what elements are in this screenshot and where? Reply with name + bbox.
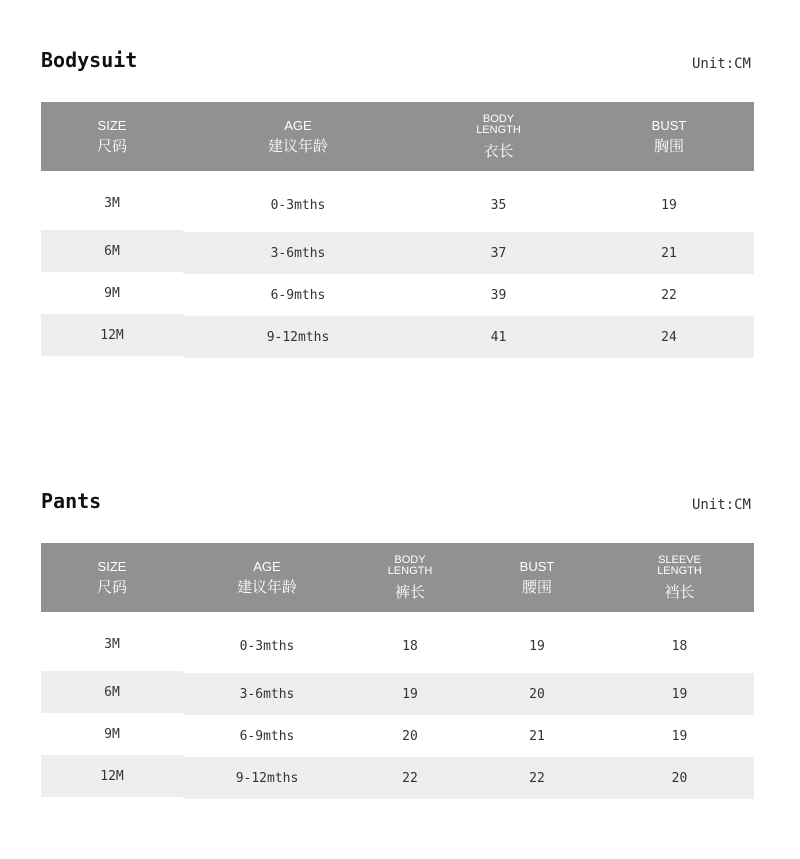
age-cell: 0-3mths [239, 639, 295, 654]
header-size [41, 543, 183, 612]
age-cell: 0-3mths [270, 198, 326, 213]
header-zh-label: 建议年龄 [236, 578, 297, 596]
pants-size-table [41, 543, 754, 799]
table-row [41, 171, 754, 232]
table-row [41, 673, 754, 715]
header-age [183, 102, 413, 171]
header-en-label: AGE [284, 118, 312, 133]
bust-cell: 20 [469, 673, 605, 715]
size-cell: 9M [104, 726, 120, 742]
sleeve-length-cell: 19 [671, 728, 688, 744]
header-zh-label: 尺码 [96, 137, 127, 155]
unit-label: Unit:CM [691, 56, 751, 72]
header-body-length [413, 102, 584, 171]
age-cell: 9-12mths [183, 316, 413, 358]
table-row [41, 316, 754, 358]
header-body-length [351, 543, 469, 612]
size-cell: 6M [41, 230, 183, 272]
bust-cell: 22 [469, 757, 605, 799]
bust-cell: 22 [661, 287, 677, 303]
header-zh-label: 衣长 [483, 141, 514, 160]
header-zh-label: 腰围 [521, 578, 552, 596]
table-header-row [41, 102, 754, 171]
table-header-row [41, 543, 754, 612]
size-cell: 12M [41, 314, 183, 356]
header-en-label: BUST [651, 118, 687, 133]
body-length-cell: 41 [413, 316, 584, 358]
bust-cell: 21 [584, 232, 754, 274]
body-length-cell: 22 [351, 757, 469, 799]
section-title: Bodysuit [41, 48, 138, 72]
header-zh-label: 建议年龄 [267, 137, 328, 155]
size-cell: 12M [41, 755, 183, 797]
header-en-label: BODY LENGTH [476, 112, 521, 136]
bust-cell: 19 [661, 198, 677, 213]
header-en-label: BODY LENGTH [387, 553, 433, 577]
header-age [183, 543, 351, 612]
header-en-label: SIZE [97, 559, 127, 574]
table-row [41, 715, 754, 757]
age-cell: 3-6mths [183, 232, 413, 274]
header-en-label: SLEEVE LENGTH [657, 553, 702, 577]
body-length-cell: 19 [351, 673, 469, 715]
body-length-cell: 35 [490, 198, 507, 213]
header-zh-label: 裤长 [394, 582, 425, 601]
table-row [41, 757, 754, 799]
sleeve-length-cell: 20 [605, 757, 754, 799]
bodysuit-size-table [41, 102, 754, 358]
header-en-label: AGE [253, 559, 281, 574]
bust-cell: 21 [529, 728, 545, 744]
header-en-label: BUST [519, 559, 555, 574]
size-cell: 9M [104, 285, 120, 301]
size-cell: 6M [41, 671, 183, 713]
header-zh-label: 裆长 [664, 582, 695, 601]
bust-cell: 24 [584, 316, 754, 358]
table-row [41, 274, 754, 316]
header-sleeve-length [605, 543, 754, 612]
body-length-cell: 18 [402, 639, 418, 654]
body-length-cell: 20 [402, 728, 418, 744]
body-length-cell: 37 [413, 232, 584, 274]
header-bust [584, 102, 754, 171]
table-row [41, 232, 754, 274]
body-length-cell: 39 [490, 287, 507, 303]
bust-cell: 19 [529, 639, 545, 654]
age-cell: 6-9mths [270, 287, 326, 303]
header-en-label: SIZE [97, 118, 127, 133]
size-cell: 3M [104, 196, 120, 211]
age-cell: 9-12mths [183, 757, 351, 799]
table-row [41, 612, 754, 673]
size-cell: 3M [104, 637, 120, 652]
header-bust [469, 543, 605, 612]
header-zh-label: 尺码 [96, 578, 127, 596]
age-cell: 3-6mths [183, 673, 351, 715]
unit-label: Unit:CM [691, 497, 751, 513]
section-title: Pants [41, 489, 102, 513]
sleeve-length-cell: 19 [605, 673, 754, 715]
sleeve-length-cell: 18 [671, 639, 688, 654]
age-cell: 6-9mths [239, 728, 295, 744]
header-size [41, 102, 183, 171]
header-zh-label: 胸围 [653, 137, 684, 155]
